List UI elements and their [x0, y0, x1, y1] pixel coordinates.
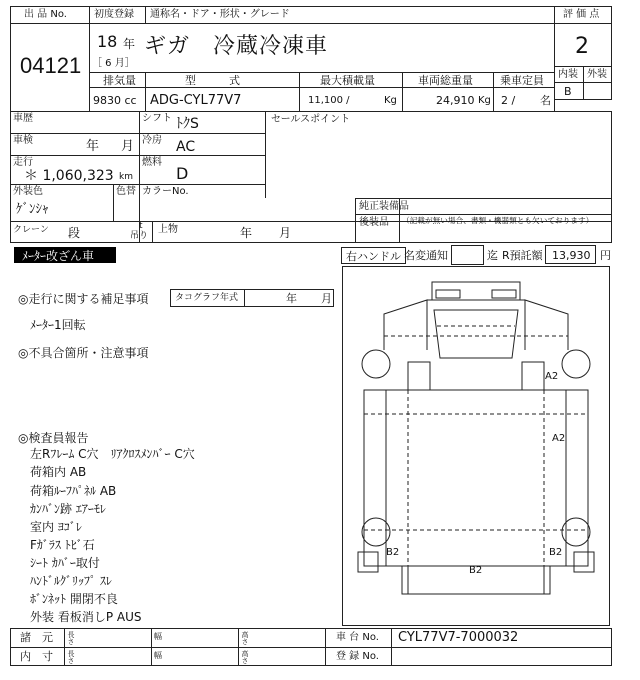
ac-label: 冷房: [142, 135, 162, 146]
driving-note: ﾒｰﾀｰ1回転: [30, 318, 86, 332]
ac-value: AC: [176, 139, 196, 155]
tacho-month: 月: [321, 292, 332, 305]
recycle-deposit-label: R預託額: [502, 249, 543, 262]
driving-notes-label: ◎走行に関する補足事項: [18, 292, 149, 306]
reg-year-unit: 年: [123, 37, 136, 51]
mileage-label: 走行: [13, 157, 33, 168]
lot-label: 出 品 No.: [24, 9, 67, 20]
mileage-unit: km: [119, 172, 133, 182]
inspector-line: ｼｰﾄ ｶﾊﾞｰ取付: [30, 556, 100, 570]
tacho-year: 年: [286, 292, 297, 305]
capacity-unit: 名: [540, 94, 551, 107]
inspector-label: ◎検査員報告: [18, 431, 89, 445]
dims-label: 諸 元: [20, 631, 53, 644]
sales-points-label: セールスポイント: [271, 114, 351, 125]
fuel-value: D: [176, 164, 189, 183]
top-label: 上物: [158, 224, 178, 235]
gross-weight-label: 車両総重量: [418, 74, 473, 87]
damage-mark: A2: [545, 371, 559, 382]
damage-mark: A2: [552, 433, 566, 444]
score-value: 2: [575, 34, 589, 59]
recycle-unit: 円: [600, 249, 611, 262]
damage-mark: B2: [386, 547, 400, 558]
width-label: 幅: [154, 632, 162, 641]
history-label: 車歴: [13, 113, 33, 124]
registration-label: 登 録 No.: [336, 651, 379, 662]
model-label: 型 式: [185, 74, 240, 87]
accessories-note: （記載が無い場合、書類・機器類とも欠いております）: [402, 217, 594, 226]
inspector-line: ﾎﾞﾝﾈｯﾄ 開閉不良: [30, 592, 118, 606]
color-label: 外装色: [13, 186, 43, 197]
model-code: ADG-CYL77V7: [150, 93, 242, 108]
max-load-label: 最大積載量: [320, 74, 375, 87]
color-value: ｹﾞﾝｼｬ: [16, 202, 49, 217]
name-change-label: 名変通知: [404, 249, 448, 262]
capacity-label: 乗車定員: [500, 74, 544, 87]
top-year: 年: [240, 226, 253, 240]
reg-year: 18: [97, 32, 118, 51]
color-change-label: 色替: [116, 186, 136, 197]
tampered-meter-badge: ﾒｰﾀｰ改ざん車: [14, 247, 116, 263]
recycle-deposit-value: 13,930: [552, 249, 591, 262]
damage-mark: B2: [469, 565, 483, 576]
chassis-label: 車 台 No.: [336, 632, 379, 643]
inspector-line: 室内 ﾖｺﾞﾚ: [30, 520, 82, 534]
recycle-until-label: 迄: [487, 249, 498, 262]
shift-label: シフト: [142, 113, 172, 124]
crane-t: t: [139, 221, 143, 231]
inspector-line: 荷箱ﾙｰﾌﾊﾟﾈﾙ AB: [30, 484, 117, 498]
gross-weight-unit: Kg: [478, 95, 491, 106]
lot-number: 04121: [20, 53, 82, 78]
inspection-month: 月: [121, 139, 135, 154]
inspector-line: 荷箱内 AB: [30, 465, 87, 479]
mileage-value: ＊ 1,060,323: [24, 168, 114, 184]
inspection-label: 車検: [13, 135, 33, 146]
interior-grade-label: 内装: [558, 69, 578, 80]
rhd-flag: 右ハンドル: [341, 247, 406, 264]
length-label: 長さ: [67, 631, 75, 645]
exterior-grade-label: 外装: [587, 69, 607, 80]
height-label-2: 高さ: [241, 650, 249, 664]
inspector-line: 左Rﾌﾚｰﾑ C穴 ﾘｱｸﾛｽﾒﾝﾊﾞｰ C穴: [30, 447, 195, 461]
displacement-value: 9830 cc: [93, 94, 137, 107]
fuel-label: 燃料: [142, 157, 162, 168]
inspector-line: Fｶﾞﾗｽ ﾄﾋﾞ石: [30, 538, 95, 552]
width-label-2: 幅: [154, 651, 162, 660]
inspector-line: ﾊﾝﾄﾞﾙｸﾞﾘｯﾌﾟ ｽﾚ: [30, 574, 112, 588]
displacement-label: 排気量: [103, 74, 136, 87]
color-no-label: カラーNo.: [142, 186, 189, 197]
crane-hang: 吊り: [130, 231, 149, 241]
top-month: 月: [279, 226, 292, 240]
max-load-value: 11,100 /: [308, 95, 350, 106]
max-load-unit: Kg: [384, 95, 397, 106]
reg-month: ［ 6 月］: [92, 58, 135, 69]
gross-weight-value: 24,910: [436, 94, 475, 107]
interior-dims-label: 内 寸: [20, 650, 53, 663]
damage-mark: B2: [549, 547, 563, 558]
tacho-label: タコグラフ年式: [175, 293, 239, 303]
capacity-value: 2 /: [501, 94, 516, 107]
chassis-number: CYL77V7-7000032: [398, 630, 519, 645]
shift-value: ﾄｸS: [176, 116, 199, 132]
crane-stage: 段: [68, 226, 81, 240]
name-label: 通称名・ドア・形状・グレード: [150, 9, 290, 20]
inspector-line: ｶﾝﾊﾞﾝ跡 ｴｱｰﾓﾚ: [30, 502, 106, 516]
inspector-line: 外装 看板消しP AUS: [30, 610, 142, 624]
genuine-equipment-label: 純正装備品: [359, 201, 409, 212]
accessories-label: 後装品: [359, 217, 389, 228]
crane-label: クレーン: [13, 225, 49, 235]
defects-label: ◎不具合箇所・注意事項: [18, 346, 149, 360]
interior-grade: B: [564, 85, 572, 98]
score-label: 評 価 点: [563, 9, 600, 20]
length-label-2: 長さ: [67, 650, 75, 664]
inspection-year: 年: [86, 139, 100, 154]
model-name: ギガ 冷蔵冷凍車: [144, 34, 329, 59]
name-change-box: [451, 245, 484, 265]
first-reg-label: 初度登録: [94, 9, 134, 20]
height-label: 高さ: [241, 631, 249, 645]
